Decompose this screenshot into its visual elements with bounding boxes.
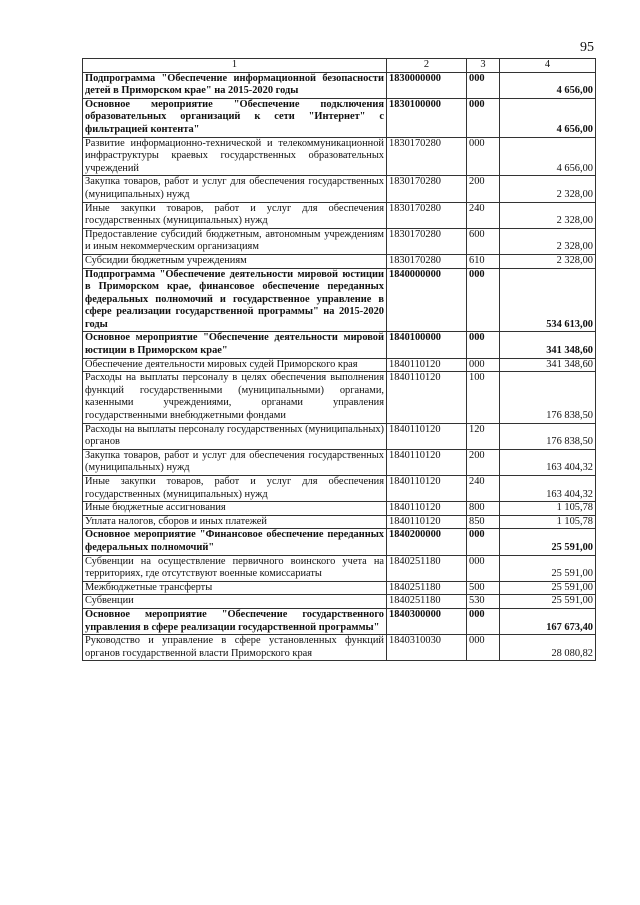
column-number-row bbox=[83, 59, 596, 73]
expense-type-code: 000 bbox=[467, 137, 500, 176]
expense-type-code: 000 bbox=[467, 635, 500, 661]
row-name: Субвенции на осуществление первичного воинского учета на территориях, где отсутствуют военные комиссариаты bbox=[83, 555, 387, 581]
expense-type-code: 240 bbox=[467, 476, 500, 502]
expense-type-code: 850 bbox=[467, 515, 500, 529]
expense-type-code: 000 bbox=[467, 555, 500, 581]
row-name: Расходы на выплаты персоналу государственных (муниципальных) органов bbox=[83, 423, 387, 449]
expense-type-code: 600 bbox=[467, 228, 500, 254]
expense-type-code: 800 bbox=[467, 502, 500, 516]
table-row bbox=[83, 449, 596, 475]
row-name: Подпрограмма "Обеспечение информационной безопасности детей в Приморском крае" на 2015-2020 годы bbox=[83, 72, 387, 98]
table-row bbox=[83, 555, 596, 581]
expense-type-code: 000 bbox=[467, 72, 500, 98]
target-article-code: 1840251180 bbox=[387, 555, 467, 581]
amount: 28 080,82 bbox=[500, 635, 596, 661]
row-name: Обеспечение деятельности мировых судей Приморского края bbox=[83, 358, 387, 372]
target-article-code: 1830170280 bbox=[387, 254, 467, 268]
expense-type-code: 000 bbox=[467, 608, 500, 634]
row-name: Подпрограмма "Обеспечение деятельности мировой юстиции в Приморском крае, финансовое обеспечение переданных федеральных полномочий и государственное управление в сфере реализации государственной программы" на 2015-2020 годы bbox=[83, 268, 387, 332]
table-row bbox=[83, 228, 596, 254]
target-article-code: 1830100000 bbox=[387, 98, 467, 137]
amount: 163 404,32 bbox=[500, 476, 596, 502]
row-name: Межбюджетные трансферты bbox=[83, 581, 387, 595]
expense-type-code: 500 bbox=[467, 581, 500, 595]
expense-type-code: 000 bbox=[467, 358, 500, 372]
target-article-code: 1840251180 bbox=[387, 595, 467, 609]
table-row bbox=[83, 476, 596, 502]
expense-type-code: 610 bbox=[467, 254, 500, 268]
target-article-code: 1840300000 bbox=[387, 608, 467, 634]
amount: 176 838,50 bbox=[500, 423, 596, 449]
target-article-code: 1840110120 bbox=[387, 515, 467, 529]
amount: 25 591,00 bbox=[500, 555, 596, 581]
table-row bbox=[83, 254, 596, 268]
amount: 341 348,60 bbox=[500, 332, 596, 358]
row-name: Руководство и управление в сфере установленных функций органов государственной власти Приморского края bbox=[83, 635, 387, 661]
target-article-code: 1840251180 bbox=[387, 581, 467, 595]
amount: 1 105,78 bbox=[500, 515, 596, 529]
amount: 4 656,00 bbox=[500, 72, 596, 98]
expense-type-code: 240 bbox=[467, 202, 500, 228]
target-article-code: 1840110120 bbox=[387, 502, 467, 516]
row-name: Субсидии бюджетным учреждениям bbox=[83, 254, 387, 268]
expense-type-code: 000 bbox=[467, 529, 500, 555]
row-name: Иные закупки товаров, работ и услуг для обеспечения государственных (муниципальных) нужд bbox=[83, 476, 387, 502]
target-article-code: 1830170280 bbox=[387, 228, 467, 254]
target-article-code: 1840110120 bbox=[387, 476, 467, 502]
amount: 25 591,00 bbox=[500, 529, 596, 555]
row-name: Основное мероприятие "Обеспечение государственного управления в сфере реализации государственной программы" bbox=[83, 608, 387, 634]
column-number-1: 1 bbox=[83, 59, 387, 73]
table-row bbox=[83, 581, 596, 595]
target-article-code: 1840310030 bbox=[387, 635, 467, 661]
target-article-code: 1830170280 bbox=[387, 202, 467, 228]
page-number: 95 bbox=[580, 40, 594, 55]
row-name: Основное мероприятие "Обеспечение подключения образовательных организаций к сети "Интернет" с фильтрацией контента" bbox=[83, 98, 387, 137]
row-name: Уплата налогов, сборов и иных платежей bbox=[83, 515, 387, 529]
amount: 25 591,00 bbox=[500, 581, 596, 595]
row-name: Развитие информационно-технической и телекоммуникационной инфраструктуры краевых государственных образовательных учреждений bbox=[83, 137, 387, 176]
amount: 534 613,00 bbox=[500, 268, 596, 332]
table-row bbox=[83, 332, 596, 358]
table-row bbox=[83, 202, 596, 228]
amount: 2 328,00 bbox=[500, 202, 596, 228]
target-article-code: 1840110120 bbox=[387, 449, 467, 475]
table-row bbox=[83, 358, 596, 372]
row-name: Основное мероприятие "Финансовое обеспечение переданных федеральных полномочий" bbox=[83, 529, 387, 555]
budget-table-body bbox=[83, 59, 596, 661]
expense-type-code: 200 bbox=[467, 449, 500, 475]
table-row bbox=[83, 137, 596, 176]
table-row bbox=[83, 72, 596, 98]
row-name: Основное мероприятие "Обеспечение деятельности мировой юстиции в Приморском крае" bbox=[83, 332, 387, 358]
table-row bbox=[83, 608, 596, 634]
target-article-code: 1830170280 bbox=[387, 176, 467, 202]
row-name: Иные бюджетные ассигнования bbox=[83, 502, 387, 516]
target-article-code: 1840110120 bbox=[387, 372, 467, 423]
row-name: Закупка товаров, работ и услуг для обеспечения государственных (муниципальных) нужд bbox=[83, 176, 387, 202]
column-number-3: 3 bbox=[467, 59, 500, 73]
table-row bbox=[83, 98, 596, 137]
budget-table bbox=[82, 58, 596, 661]
table-row bbox=[83, 595, 596, 609]
expense-type-code: 200 bbox=[467, 176, 500, 202]
amount: 4 656,00 bbox=[500, 98, 596, 137]
expense-type-code: 000 bbox=[467, 98, 500, 137]
target-article-code: 1840110120 bbox=[387, 358, 467, 372]
amount: 167 673,40 bbox=[500, 608, 596, 634]
amount: 341 348,60 bbox=[500, 358, 596, 372]
target-article-code: 1840110120 bbox=[387, 423, 467, 449]
amount: 163 404,32 bbox=[500, 449, 596, 475]
table-row bbox=[83, 502, 596, 516]
expense-type-code: 000 bbox=[467, 268, 500, 332]
table-row bbox=[83, 423, 596, 449]
amount: 2 328,00 bbox=[500, 254, 596, 268]
target-article-code: 1830170280 bbox=[387, 137, 467, 176]
row-name: Иные закупки товаров, работ и услуг для обеспечения государственных (муниципальных) нужд bbox=[83, 202, 387, 228]
expense-type-code: 120 bbox=[467, 423, 500, 449]
column-number-4: 4 bbox=[500, 59, 596, 73]
amount: 176 838,50 bbox=[500, 372, 596, 423]
amount: 1 105,78 bbox=[500, 502, 596, 516]
amount: 25 591,00 bbox=[500, 595, 596, 609]
target-article-code: 1830000000 bbox=[387, 72, 467, 98]
row-name: Расходы на выплаты персоналу в целях обеспечения выполнения функций государственными (муниципальными) органами, казенными учреждениями, органами управления государственными внебюджетными фондами bbox=[83, 372, 387, 423]
expense-type-code: 100 bbox=[467, 372, 500, 423]
row-name: Закупка товаров, работ и услуг для обеспечения государственных (муниципальных) нужд bbox=[83, 449, 387, 475]
table-row bbox=[83, 268, 596, 332]
amount: 2 328,00 bbox=[500, 228, 596, 254]
table-row bbox=[83, 515, 596, 529]
table-row bbox=[83, 529, 596, 555]
column-number-2: 2 bbox=[387, 59, 467, 73]
amount: 4 656,00 bbox=[500, 137, 596, 176]
target-article-code: 1840100000 bbox=[387, 332, 467, 358]
amount: 2 328,00 bbox=[500, 176, 596, 202]
target-article-code: 1840000000 bbox=[387, 268, 467, 332]
table-row bbox=[83, 176, 596, 202]
row-name: Предоставление субсидий бюджетным, автономным учреждениям и иным некоммерческим организациям bbox=[83, 228, 387, 254]
target-article-code: 1840200000 bbox=[387, 529, 467, 555]
table-row bbox=[83, 372, 596, 423]
table-row bbox=[83, 635, 596, 661]
expense-type-code: 530 bbox=[467, 595, 500, 609]
row-name: Субвенции bbox=[83, 595, 387, 609]
expense-type-code: 000 bbox=[467, 332, 500, 358]
